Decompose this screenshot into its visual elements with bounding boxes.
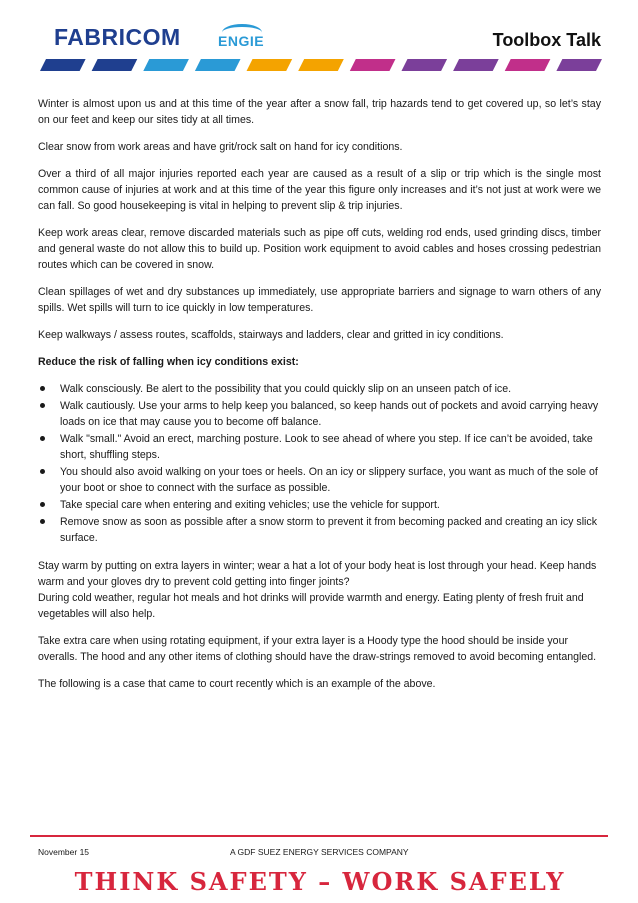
stripe-segment (195, 59, 241, 71)
bullet-icon (40, 502, 45, 507)
page-header (0, 0, 638, 80)
stay-warm-text: Stay warm by putting on extra layers in winter; wear a hat a lot of your body heat is lost through your head. Keep hands warm and your gloves dry to prevent cold getting into finger joints? (38, 560, 597, 588)
paragraph-rotating-equipment: Take extra care when using rotating equipment, if your extra layer is a Hoody type the hood should be inside your overalls. The hood and any other items of clothing should have the draw-strings removed to avoid becoming entangled. (38, 635, 597, 663)
list-item (38, 398, 601, 430)
stripe-segment (453, 59, 499, 71)
list-item (38, 464, 601, 496)
bullet-icon (40, 386, 45, 391)
bullet-list (38, 381, 601, 546)
stripe-segment (505, 59, 551, 71)
paragraph-clear-snow: Clear snow from work areas and have grit/rock salt on hand for icy conditions. (38, 141, 403, 153)
paragraph-intro: Winter is almost upon us and at this time of the year after a snow fall, trip hazards tend to get covered up, so let’s stay on our feet and keep our sites tidy at all times. (38, 98, 601, 126)
safety-slogan: THINK SAFETY – WORK SAFELY (74, 867, 566, 896)
list-item (38, 381, 601, 397)
list-item-text: Remove snow as soon as possible after a snow storm to prevent it from becoming packed and creating an icy slick surface. (60, 516, 598, 544)
paragraph-spillages: Clean spillages of wet and dry substances up immediately, use appropriate barriers and signage to warn others of any spills. Wet spills will turn to ice quickly in low temperatures. (38, 286, 601, 314)
footer-date: November 15 (38, 847, 90, 857)
bullet-icon (40, 519, 45, 524)
footer-company: A GDF SUEZ ENERGY SERVICES COMPANY (230, 847, 409, 857)
list-item-text: Walk "small." Avoid an erect, marching posture. Look to see ahead of where you step. If ice can’t be avoided, take short, shuffling steps. (60, 433, 593, 461)
color-stripe (40, 59, 602, 71)
stripe-segment (350, 59, 396, 71)
list-item-text: Take special care when entering and exiting vehicles; use the vehicle for support. (60, 499, 440, 511)
list-item-text: You should also avoid walking on your toes or heels. On an icy or slippery surface, you want as much of the sole of your boot or shoe to connect with the surface as possible. (60, 466, 598, 494)
fabricom-logo: FABRICOM (54, 24, 181, 50)
cold-weather-text: During cold weather, regular hot meals and hot drinks will provide warmth and energy. Eating plenty of fresh fruit and vegetables will also help. (38, 592, 584, 620)
stripe-segment (92, 59, 138, 71)
list-item (38, 431, 601, 463)
stripe-segment (143, 59, 189, 71)
paragraph-stay-warm (38, 558, 601, 622)
stripe-segment (298, 59, 344, 71)
bullet-icon (40, 469, 45, 474)
stripe-segment (247, 59, 293, 71)
stripe-segment (556, 59, 602, 71)
paragraph-work-areas: Keep work areas clear, remove discarded materials such as pipe off cuts, welding rod ends, used grinding discs, timber and general waste do not allow this to build up. Position work equipment to avoid cables and hoses crossing pedestrian routes which can be covered in snow. (38, 227, 601, 271)
document-body (38, 96, 601, 703)
engie-wordmark: ENGIE (218, 33, 265, 49)
stripe-segment (40, 59, 86, 71)
section-heading-reduce-risk: Reduce the risk of falling when icy conditions exist: (38, 356, 299, 368)
bullet-icon (40, 436, 45, 441)
bullet-icon (40, 403, 45, 408)
paragraph-court-case: The following is a case that came to court recently which is an example of the above. (38, 678, 436, 690)
footer-divider (30, 835, 608, 837)
list-item-text: Walk cautiously. Use your arms to help keep you balanced, so keep hands out of pockets and avoid carrying heavy loads on ice that may cause you to become off balance. (60, 400, 599, 428)
color-stripe-graphic (40, 59, 602, 71)
engie-logo (212, 24, 280, 50)
list-item (38, 497, 601, 513)
stripe-segment (401, 59, 447, 71)
list-item-text: Walk consciously. Be alert to the possibility that you could quickly slip on an unseen patch of ice. (60, 383, 512, 395)
paragraph-walkways: Keep walkways / assess routes, scaffolds, stairways and ladders, clear and gritted in icy conditions. (38, 329, 504, 341)
document-title: Toolbox Talk (492, 30, 601, 50)
list-item (38, 514, 601, 546)
paragraph-injuries: Over a third of all major injuries reported each year are caused as a result of a slip or trip which is the single most common cause of injuries at work and at this time of the year this figure only increases and it’s not just at work were we can fall. So good housekeeping is vital in helping to prevent slip & trip injuries. (38, 168, 601, 212)
